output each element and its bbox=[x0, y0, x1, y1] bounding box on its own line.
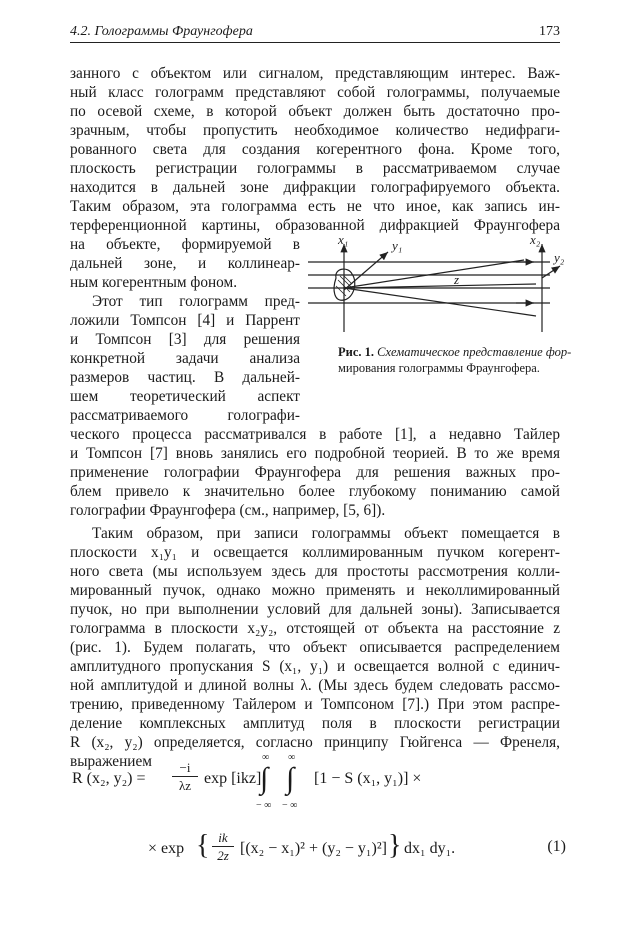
text-line: выражением bbox=[70, 753, 152, 770]
text-line: плоскости x₁y₁ и освещается коллимированным пучком когерент- bbox=[70, 544, 560, 561]
brace-left: { bbox=[196, 830, 210, 861]
figure-1-diagram bbox=[304, 232, 566, 336]
y2-label: y₂ bbox=[554, 250, 565, 265]
text-line: голографии Фраунгофера (см., например, [5, 6]). bbox=[70, 502, 386, 519]
text-line: блем привело к значительно более глубокому пониманию самой bbox=[70, 483, 560, 500]
eq-prefix: × exp bbox=[148, 840, 185, 857]
text-line: на объекте, формируемой в bbox=[70, 236, 300, 253]
text-line: мированный пучок, однако можно применять и неколлимированный bbox=[70, 582, 560, 599]
text-line: амплитудного пропускания S (x₁, y₁) и освещается волной с единич- bbox=[70, 658, 560, 675]
eq-frac2-num: ik bbox=[212, 830, 234, 847]
integral-sign: ∫ bbox=[260, 762, 269, 795]
text-line: и Томпсон [3] для решения bbox=[70, 331, 300, 348]
text-line: деление комплексных амплитуд поля в плоскости регистрации bbox=[70, 715, 560, 732]
section-title: 4.2. Голограммы Фраунгофера bbox=[70, 24, 253, 39]
diffracted-ray bbox=[344, 288, 536, 316]
text-line: голограмма в плоскости x₂y₂, отстоящей от объекта на расстояние z bbox=[70, 620, 560, 637]
text-line: ной амплитудой и длиной волны λ. (Мы здесь будем следовать рассмо- bbox=[70, 677, 560, 694]
text-line: пучок, но при выполнении условий для дальней зоны). Записывается bbox=[70, 601, 560, 618]
eq-body: [1 − S (x₁, y₁)] × bbox=[314, 770, 422, 787]
text-line: дальней зоне, и коллинеар- bbox=[70, 255, 300, 272]
text-line: плоскость регистрации голограммы в рассматриваемом случае bbox=[70, 160, 560, 177]
text-line: R (x₂, y₂) определяется, согласно принципу Гюйгенса — Френеля, bbox=[70, 734, 560, 751]
text-line: Таким образом, эта голограмма есть не что иное, как запись ин- bbox=[70, 198, 560, 215]
eq-exp: exp [ikz] bbox=[204, 770, 262, 787]
text-line: ный класс голограмм представляют собой голограммы, получаемые bbox=[70, 84, 560, 101]
caption-text: мирования голограммы Фраунгофера. bbox=[338, 361, 540, 375]
figure-caption-line bbox=[338, 344, 572, 360]
text-line: ложили Томпсон [4] и Паррент bbox=[70, 312, 300, 329]
eq-lhs: R (x₂, y₂) = bbox=[72, 770, 146, 787]
eq-frac2-den: 2z bbox=[217, 848, 229, 863]
text-line: находится в дальней зоне дифракции голографируемого объекта. bbox=[70, 179, 560, 196]
figure-caption-line bbox=[338, 360, 566, 376]
text-line: ного света (мы используем здесь для простоты рассмотрения колли- bbox=[70, 563, 560, 580]
text-line: шем теоретический аспект bbox=[70, 388, 300, 405]
text-line: и Томпсон [7] вновь занялись его подробной теорией. В то же время bbox=[70, 445, 560, 462]
caption-text: Схематическое представление фор- bbox=[377, 345, 572, 359]
text-line: размеров частиц. В дальней- bbox=[70, 369, 300, 386]
text-line: трению, приведенному Тайлером и Томпсоном [7].) При этом распре- bbox=[70, 696, 560, 713]
int1-upper: ∞ bbox=[262, 752, 270, 763]
x2-label: x₂ bbox=[530, 232, 541, 247]
text-line: терференционной картины, образованной дифракцией Фраунгофера bbox=[70, 217, 560, 234]
text-line: ным когерентным фоном. bbox=[70, 274, 238, 291]
equation-number: (1) bbox=[547, 838, 566, 855]
eq-frac-num: −i bbox=[172, 760, 198, 777]
figure-label: Рис. 1. bbox=[338, 345, 375, 359]
text-line: применение голографии Фраунгофера для решения важных про- bbox=[70, 464, 560, 481]
z-label: z bbox=[454, 272, 460, 287]
text-line: зрачным, чтобы пропустить необходимое количество недифраги- bbox=[70, 122, 560, 139]
y1-label: y₁ bbox=[392, 238, 403, 253]
text-line: рассматриваемого голографи- bbox=[70, 407, 300, 424]
eq-frac-den: λz bbox=[178, 778, 192, 793]
text-line: по осевой схеме, в которой объект должен быть достаточно про- bbox=[70, 103, 560, 120]
integral-sign: ∫ bbox=[286, 762, 295, 795]
diffracted-ray bbox=[344, 284, 536, 288]
text-line: ческого процесса рассматривался в работе [1], а недавно Тайлер bbox=[70, 426, 560, 443]
running-header bbox=[70, 22, 560, 43]
brace-right: } bbox=[388, 830, 402, 861]
text-line: Таким образом, при записи голограммы объект помещается в bbox=[92, 525, 560, 542]
text-line: занного с объектом или сигналом, представляющим интерес. Важ- bbox=[70, 65, 560, 82]
int2-upper: ∞ bbox=[288, 752, 296, 763]
diffracted-ray bbox=[344, 260, 524, 288]
eq-tail: dx₁ dy₁. bbox=[404, 840, 456, 857]
text-line: конкретной задачи анализа bbox=[70, 350, 300, 367]
page-number: 173 bbox=[539, 24, 560, 39]
x1-label: x₁ bbox=[338, 232, 349, 247]
text-line: (рис. 1). Будем полагать, что объект описывается распределением bbox=[70, 639, 560, 656]
text-line: Этот тип голограмм пред- bbox=[92, 293, 300, 310]
int2-lower: − ∞ bbox=[282, 800, 298, 811]
y2-axis bbox=[542, 266, 560, 278]
text-line: рованного света для создания когерентного фона. Кроме того, bbox=[70, 141, 560, 158]
int1-lower: − ∞ bbox=[256, 800, 272, 811]
eq-body2: [(x₂ − x₁)² + (y₂ − y₁)²] bbox=[240, 840, 387, 857]
